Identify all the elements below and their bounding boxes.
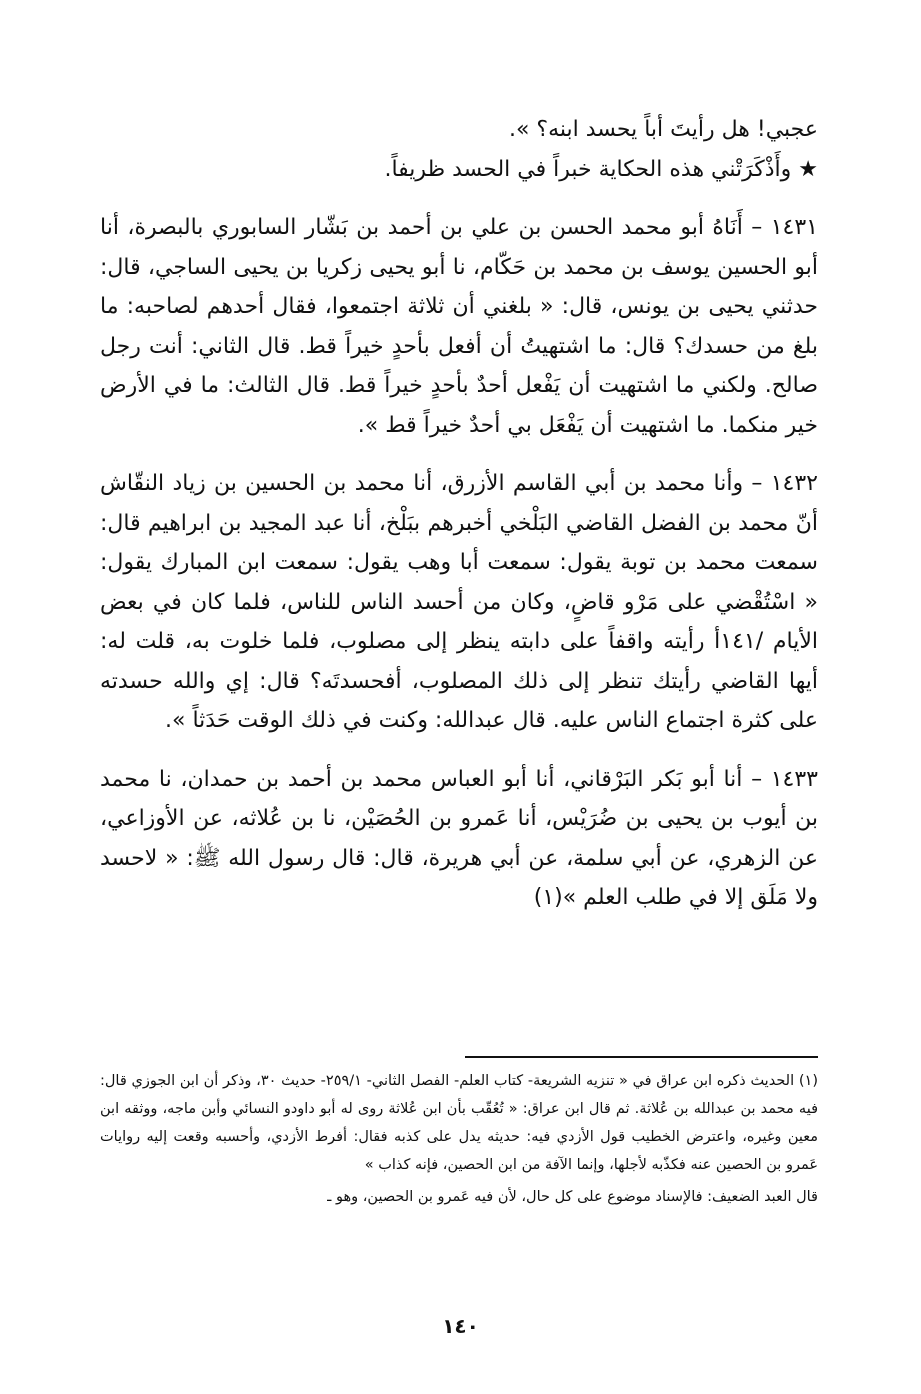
paragraph-1432: ١٤٣٢ – وأنا محمد بن أبي القاسم الأزرق، أنا محمد بن الحسين بن زياد النقّاش أنّ محمد بن الفضل القاضي البَلْخي أخبرهم ببَلْخ، أنا عبد المجيد بن ابراهيم قال: سمعت محمد بن توبة يقول: سمعت أبا وهب يقول: سمعت ابن المبارك يقول: « اسْتُقْضي على مَرْو قاضٍ، وكان من أحسد الناس للناس، فلما كان في بعض الأيام /١٤١أ رأيته واقفاً على دابته ينظر إلى مصلوب، فلما خلوت به، قلت له: أيها القاضي رأيتك تنظر إلى ذلك المصلوب، أفحسدتَه؟ قال: إي والله حسدته على كثرة اجتماع الناس عليه. قال عبدالله: وكنت في ذلك الوقت حَدَثاً ». xyxy=(100,471,818,733)
footnote-divider xyxy=(465,1056,818,1058)
page-number: ١٤٠ xyxy=(442,1314,479,1338)
main-text-block xyxy=(100,110,818,918)
paragraph-1433: ١٤٣٣ – أنا أبو بَكر البَرْقاني، أنا أبو العباس محمد بن أحمد بن حمدان، نا محمد بن أيوب بن يحيى بن ضُرَيْس، أنا عَمرو بن الحُصَيْن، نا بن عُلاثه، عن الأوزاعي، عن الزهري، عن أبي سلمة، عن أبي هريرة، قال: قال رسول الله ﷺ: « لاحسد ولا مَلَق إلا في طلب العلم »(١) xyxy=(100,766,818,910)
footnotes-block xyxy=(100,1067,818,1211)
paragraph-intro: عجبي! هل رأيتَ أباً يحسد ابنه؟ ». ★ وأَذْكَرَتْني هذه الحكاية خبراً في الحسد ظريفاً. xyxy=(384,117,818,182)
paragraph-1431: ١٤٣١ – أَنَاهُ أبو محمد الحسن بن علي بن أحمد بن بَشّار السابوري بالبصرة، أنا أبو الحسين يوسف بن محمد بن حَكّام، نا أبو يحيى زكريا بن يحيى الساجي، قال: حدثني يحيى بن يونس، قال: « بلغني أن ثلاثة اجتمعوا، فقال أحدهم لصاحبه: ما بلغ من حسدك؟ قال: ما اشتهيتُ أن أفعل بأحدٍ خيراً قط. قال الثاني: أنت رجل صالح. ولكني ما اشتهيت أن يَفْعل أحدٌ بأحدٍ خيراً قط. قال الثالث: ما في الأرض خير منكما. ما اشتهيت أن يَفْعَل بي أحدٌ خيراً قط ». xyxy=(100,215,818,438)
footnote-1: (١) الحديث ذكره ابن عراق في « تنزيه الشريعة- كتاب العلم- الفصل الثاني- ٢٥٩/١- حديث ٣٠، وذكر أن ابن الجوزي قال: فيه محمد بن عبدالله بن عُلاثة. ثم قال ابن عراق: « تُعُقّب بأن ابن عُلاثة روى له أبو داودو النسائي وأبن ماجه، ووثقه ابن معين وغيره، واعترض الخطيب قول الأزدي فيه: حديثه يدل على كذبه فقال: أفرط الأزدي، وأحسبه وقعت إليه روايات عَمرو بن الحصين عنه فكذّبه لأجلها، وإنما الآفة من ابن الحصين، فإنه كذاب » xyxy=(100,1073,818,1173)
footnote-comment: قال العبد الضعيف: فالإسناد موضوع على كل حال، لأن فيه عَمرو بن الحصين، وهو ـ xyxy=(327,1189,818,1205)
